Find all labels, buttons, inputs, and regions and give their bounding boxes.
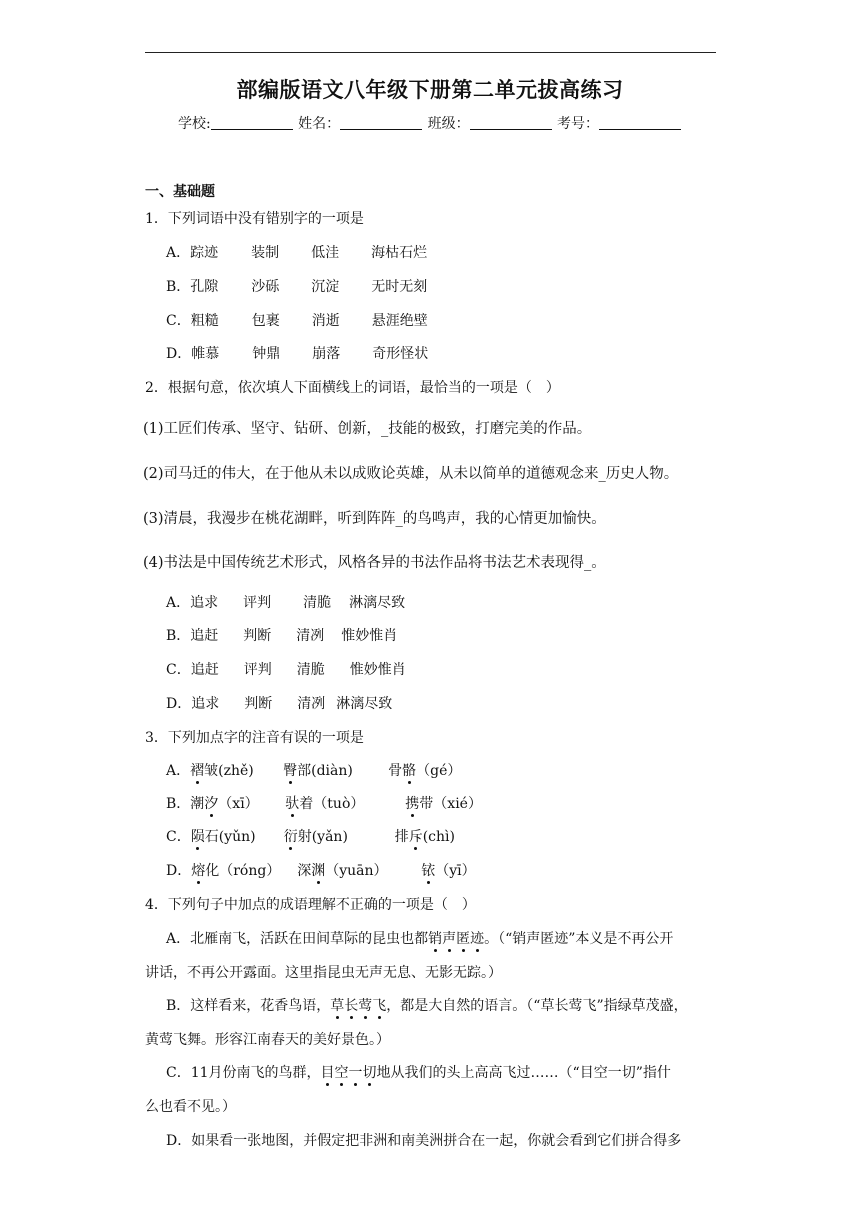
dotted-char: 携 [405,793,419,813]
dotted-char: 骼 [402,760,416,780]
dotted-char: 熔 [191,860,205,880]
q1-stem: 1．下列词语中没有错别字的一项是 [145,211,364,227]
option-word: 粗糙 [190,313,219,329]
q1-option-b[interactable] [166,276,427,296]
q3-option-a[interactable] [166,760,461,780]
option-item: 衍射(yǎn) [284,826,395,846]
dotted-char: 销 [428,928,442,948]
option-word: 崩落 [312,346,341,362]
page-title: 部编版语文八年级下册第二单元拔高练习 [236,77,624,102]
dotted-char: 长 [344,995,358,1015]
option-word: 清冽 [297,696,326,712]
q1-option-c[interactable] [166,310,428,330]
option-word: 评判 [243,662,272,678]
option-word: 追赶 [190,662,219,678]
option-word: 判断 [243,628,272,644]
dotted-char: 衍 [284,826,298,846]
class-blank[interactable] [470,115,552,130]
dotted-char: 褶 [190,760,204,780]
school-blank[interactable] [211,115,293,130]
dotted-char: 驮 [285,793,299,813]
q3-option-b[interactable] [166,793,482,813]
class-label: 班级： [427,116,470,132]
option-letter: D． [166,346,192,362]
top-rule [145,52,716,53]
option-letter: A． [166,763,191,779]
dotted-char: 空 [335,1062,349,1082]
dotted-char: 莺 [358,995,372,1015]
dotted-char: 铱 [421,860,435,880]
option-item: 褶皱(zhě) [190,760,283,780]
q4-option-b-cont: 黄莺飞舞。形容江南春天的美好景色。） [145,1032,390,1048]
option-word: 清冽 [296,628,325,644]
dotted-char: 草 [330,995,344,1015]
dotted-char: 目 [321,1062,335,1082]
q2-option-b[interactable] [166,625,397,645]
option-letter: B． [166,279,191,295]
option-word: 帷慕 [191,346,220,362]
exam-number-label: 考号： [557,116,600,132]
option-letter: A． [166,245,191,261]
dotted-char: 飞 [372,995,386,1015]
q2-option-d[interactable] [166,693,392,713]
option-letter: C． [166,662,191,678]
q4-option-a[interactable]: A．北雁南飞，活跃在田间草际的昆虫也都销声匿迹。（“销声匿迹”本义是不再公开 [166,928,673,948]
info-line [0,113,860,133]
q2-sentence-2: (2)司马迁的伟大，在于他从未以成败论英雄，从未以简单的道德观念来_历史人物。 [143,466,679,482]
option-item: 臀部(diàn) [283,760,388,780]
option-item: 熔化（róng） [191,860,297,880]
dotted-char: 迹 [470,928,484,948]
section-title: 一、基础题 [145,184,215,200]
q4-option-c[interactable]: C．11月份南飞的鸟群，目空一切地从我们的头上高高飞过……（“目空一切”指什 [166,1062,671,1082]
option-word: 低洼 [311,245,340,261]
option-word: 评判 [243,595,272,611]
q3-option-d[interactable] [166,860,476,880]
option-letter: D． [166,863,192,879]
dotted-char: 臀 [283,760,297,780]
option-item: 铱（yī） [421,863,475,879]
option-item: 深渊（yuān） [297,860,421,880]
q2-sentence-3: (3)清晨，我漫步在桃花湖畔，听到阵阵_的鸟鸣声，我的心情更加愉快。 [143,511,606,527]
option-letter: C． [166,313,191,329]
q2-option-c[interactable] [166,659,406,679]
option-item: 排斥(chì) [395,829,455,845]
option-word: 追求 [190,595,219,611]
option-item: 骨骼（gé） [388,763,461,779]
option-word: 追求 [191,696,220,712]
q4-option-a-cont: 讲话，不再公开露面。这里指昆虫无声无息、无影无踪。） [145,965,502,981]
option-letter: A． [166,595,191,611]
dotted-char: 切 [363,1062,377,1082]
q3-stem: 3．下列加点字的注音有误的一项是 [145,730,364,746]
school-label: 学校: [177,116,211,132]
name-blank[interactable] [340,115,422,130]
option-word: 无时无刻 [371,279,428,295]
dotted-char: 一 [349,1062,363,1082]
option-item: 陨石(yǔn) [191,826,284,846]
option-word: 沙砾 [251,279,280,295]
option-letter: C． [166,829,191,845]
option-letter: B． [166,796,191,812]
dotted-char: 渊 [311,860,325,880]
q2-option-a[interactable] [166,592,405,612]
q4-stem: 4．下列句子中加点的成语理解不正确的一项是（ ） [145,897,476,913]
option-word: 清脆 [303,595,332,611]
q3-option-c[interactable] [166,826,455,846]
option-word: 包裹 [251,313,280,329]
option-letter: B． [166,628,191,644]
option-word: 沉淀 [311,279,340,295]
option-word: 消逝 [311,313,340,329]
option-item: 潮汐（xī） [190,793,285,813]
exam-number-blank[interactable] [599,115,681,130]
option-word: 奇形怪状 [372,346,429,362]
option-item: 驮着（tuò） [285,793,405,813]
option-word: 惟妙惟肖 [341,628,398,644]
q4-option-d[interactable]: D．如果看一张地图，并假定把非洲和南美洲拼合在一起，你就会看到它们拼合得多 [166,1133,682,1149]
q2-stem: 2．根据句意，依次填人下面横线上的词语，最恰当的一项是（ ） [145,380,560,396]
option-word: 淋漓尽致 [349,595,406,611]
option-word: 清脆 [296,662,325,678]
dotted-char: 声 [442,928,456,948]
option-word: 悬涯绝壁 [371,313,428,329]
q4-option-c-cont: 么也看不见。） [145,1099,236,1115]
option-word: 淋漓尽致 [336,696,393,712]
option-letter: D． [166,696,192,712]
option-word: 判断 [244,696,273,712]
q2-sentence-4: (4)书法是中国传统艺术形式，风格各异的书法作品将书法艺术表现得_。 [143,555,606,571]
dotted-char: 陨 [191,826,205,846]
option-word: 惟妙惟肖 [349,662,406,678]
q1-option-a[interactable] [166,242,427,262]
option-word: 装制 [251,245,280,261]
option-word: 追赶 [190,628,219,644]
option-word: 孔隙 [190,279,219,295]
option-word: 钟鼎 [252,346,281,362]
dotted-char: 匿 [456,928,470,948]
q1-option-d[interactable] [166,343,428,363]
q4-option-b[interactable]: B．这样看来，花香鸟语，草长莺飞，都是大自然的语言。（“草长莺飞”指绿草茂盛， [166,995,688,1015]
option-word: 踪迹 [190,245,219,261]
option-item: 携带（xié） [405,796,482,812]
name-label: 姓名： [298,116,341,132]
dotted-char: 斥 [409,826,423,846]
q2-sentence-1: (1)工匠们传承、坚守、钻研、创新，_技能的极致，打磨完美的作品。 [143,421,592,437]
option-word: 海枯石烂 [371,245,428,261]
dotted-char: 汐 [204,793,218,813]
